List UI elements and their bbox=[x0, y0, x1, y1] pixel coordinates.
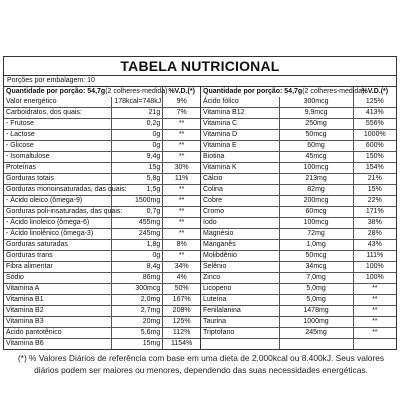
nutrient-name: Proteínas bbox=[4, 163, 112, 174]
nutrient-daily-value: 38% bbox=[353, 218, 396, 229]
nutrient-daily-value: 11% bbox=[163, 174, 200, 185]
nutrient-amount: 100mcg bbox=[279, 218, 353, 229]
nutrient-row bbox=[201, 317, 396, 328]
table-title: TABELA NUTRICIONAL bbox=[3, 56, 397, 76]
nutrient-amount: 8,4g bbox=[112, 262, 163, 273]
nutrient-name: Vitamina B2 bbox=[4, 306, 112, 317]
nutrient-amount bbox=[279, 339, 353, 350]
nutrient-daily-value: 154% bbox=[353, 163, 396, 174]
nutrient-row bbox=[4, 251, 200, 262]
nutrient-daily-value: 150% bbox=[353, 152, 396, 163]
nutrient-row bbox=[201, 174, 396, 185]
nutrient-amount: 45mcg bbox=[279, 152, 353, 163]
nutrient-daily-value: 9% bbox=[163, 97, 200, 108]
nutrient-amount: 178kcal=748kJ bbox=[112, 97, 163, 108]
nutrient-amount: 1000mg bbox=[279, 317, 353, 328]
nutrient-amount: 34mcg bbox=[279, 262, 353, 273]
left-table-body bbox=[4, 97, 200, 349]
nutrient-amount: 9,4g bbox=[112, 152, 163, 163]
right-table-body bbox=[201, 97, 396, 349]
nutrient-amount: 245mg bbox=[112, 229, 163, 240]
right-column bbox=[200, 87, 396, 349]
nutrient-daily-value: 125% bbox=[163, 317, 200, 328]
left-header-vd: %V.D.(*) bbox=[163, 87, 200, 97]
nutrient-row bbox=[4, 97, 200, 108]
nutrient-name: Ácido pantotênico bbox=[4, 328, 112, 339]
nutrient-amount: 1,5g bbox=[112, 185, 163, 196]
right-header-row bbox=[201, 87, 396, 97]
nutrient-amount: 60mg bbox=[279, 141, 353, 152]
nutrient-row bbox=[4, 273, 200, 284]
nutrient-amount: 50mcg bbox=[279, 130, 353, 141]
nutrient-name: Cálcio bbox=[201, 174, 279, 185]
nutrient-name: Cromo bbox=[201, 207, 279, 218]
nutrient-daily-value: 413% bbox=[353, 108, 396, 119]
nutrient-row bbox=[4, 130, 200, 141]
header-quantity-note: (2 colheres-medida) bbox=[105, 88, 168, 95]
nutrient-daily-value: 43% bbox=[353, 240, 396, 251]
nutrient-row bbox=[4, 185, 200, 196]
nutrient-row bbox=[201, 218, 396, 229]
nutrient-amount: 5,0mg bbox=[279, 284, 353, 295]
nutrient-daily-value: ** bbox=[163, 141, 200, 152]
nutrient-row bbox=[4, 108, 200, 119]
nutrient-daily-value: 125% bbox=[353, 97, 396, 108]
nutrient-daily-value: ** bbox=[353, 295, 396, 306]
nutrient-name: - Lactose bbox=[4, 130, 112, 141]
nutrient-daily-value: ** bbox=[163, 130, 200, 141]
nutrient-name: Cobre bbox=[201, 196, 279, 207]
nutrient-daily-value: 4% bbox=[163, 273, 200, 284]
nutrient-amount: 20mg bbox=[112, 317, 163, 328]
nutrient-row bbox=[4, 196, 200, 207]
nutrient-name: - Isomaltulose bbox=[4, 152, 112, 163]
right-header-quantity bbox=[201, 87, 365, 97]
nutrient-row bbox=[201, 306, 396, 317]
right-header-vd: %V.D.(*) bbox=[353, 87, 396, 97]
nutrient-name: Zinco bbox=[201, 273, 279, 284]
nutrient-daily-value: 100% bbox=[353, 273, 396, 284]
nutrient-daily-value: ** bbox=[163, 251, 200, 262]
nutrient-amount: 250mg bbox=[279, 119, 353, 130]
nutrient-daily-value: 1154% bbox=[163, 339, 200, 350]
nutrient-row bbox=[4, 163, 200, 174]
nutrient-daily-value: ** bbox=[353, 306, 396, 317]
nutrient-daily-value: 7% bbox=[163, 108, 200, 119]
nutrient-row bbox=[201, 185, 396, 196]
nutrient-amount: 7,0mg bbox=[279, 273, 353, 284]
nutrient-name: - Ácido oleico (ômega-9) bbox=[4, 196, 112, 207]
nutrient-name: Iodo bbox=[201, 218, 279, 229]
nutrient-name: Vitamina D bbox=[201, 130, 279, 141]
nutrient-row bbox=[4, 119, 200, 130]
portions-per-package: Porções por embalagem: 10 bbox=[3, 76, 397, 87]
nutrient-row bbox=[201, 196, 396, 207]
nutrient-row bbox=[201, 240, 396, 251]
nutrient-amount: 245mg bbox=[279, 328, 353, 339]
nutrient-daily-value: ** bbox=[353, 317, 396, 328]
nutrient-amount: 1,0mg bbox=[279, 240, 353, 251]
nutrient-name: Vitamina K bbox=[201, 163, 279, 174]
nutrient-name: Valor energético bbox=[4, 97, 112, 108]
nutrient-row bbox=[201, 273, 396, 284]
nutrient-name: Manganês bbox=[201, 240, 279, 251]
nutrient-name: Fibra alimentar bbox=[4, 262, 112, 273]
nutrient-name: Selênio bbox=[201, 262, 279, 273]
nutrient-row bbox=[4, 295, 200, 306]
nutrient-daily-value: ** bbox=[163, 196, 200, 207]
nutrient-name: Gorduras trans bbox=[4, 251, 112, 262]
nutrient-amount: 5,8g bbox=[112, 174, 163, 185]
nutrient-row bbox=[4, 306, 200, 317]
nutrient-amount: 0,2g bbox=[112, 119, 163, 130]
nutrient-amount: 72mg bbox=[279, 229, 353, 240]
nutrient-name: Carboidratos, dos quais: bbox=[4, 108, 112, 119]
nutrient-amount: 455mg bbox=[112, 218, 163, 229]
nutrient-name: Colina bbox=[201, 185, 279, 196]
nutrient-amount: 21g bbox=[112, 108, 163, 119]
nutrient-row bbox=[201, 295, 396, 306]
nutrient-daily-value: 171% bbox=[353, 207, 396, 218]
nutrient-daily-value: 208% bbox=[163, 306, 200, 317]
footnote: (*) % Valores Diários de referência com base em uma dieta de 2.000kcal ou 8.400kJ. Seus valores diários podem ser maiores ou menores, dependendo das suas necessidades energéticas. bbox=[17, 353, 385, 375]
nutrient-row bbox=[201, 251, 396, 262]
nutrient-amount: 5,0mg bbox=[279, 295, 353, 306]
nutrient-daily-value: 30% bbox=[163, 163, 200, 174]
nutrient-name: Gorduras poli-insaturadas, das quais: bbox=[4, 207, 112, 218]
nutrient-daily-value: 22% bbox=[353, 196, 396, 207]
nutrient-row bbox=[201, 97, 396, 108]
nutrient-row bbox=[201, 284, 396, 295]
header-quantity-note: (2 colheres-medida) bbox=[302, 88, 365, 95]
nutrient-daily-value: 111% bbox=[353, 251, 396, 262]
nutrient-name: - Ácido linolênico (ômega-3) bbox=[4, 229, 112, 240]
nutrient-amount: 0g bbox=[112, 251, 163, 262]
nutrient-amount: 86mg bbox=[112, 273, 163, 284]
nutrient-amount: 0,7g bbox=[112, 207, 163, 218]
nutrient-daily-value bbox=[353, 339, 396, 350]
nutrient-daily-value: 112% bbox=[163, 328, 200, 339]
table-columns bbox=[3, 87, 397, 350]
nutrient-row bbox=[201, 119, 396, 130]
nutrient-amount: 50mcg bbox=[279, 251, 353, 262]
nutrient-daily-value: 600% bbox=[353, 141, 396, 152]
nutrient-daily-value: 34% bbox=[163, 262, 200, 273]
nutrient-daily-value: 21% bbox=[353, 174, 396, 185]
nutrient-amount: 200mcg bbox=[279, 196, 353, 207]
left-column bbox=[4, 87, 200, 349]
nutrient-name: Biotina bbox=[201, 152, 279, 163]
nutrient-row bbox=[201, 141, 396, 152]
nutrient-name: Vitamina B1 bbox=[4, 295, 112, 306]
nutrient-daily-value: ** bbox=[163, 218, 200, 229]
nutrient-row bbox=[201, 262, 396, 273]
nutrient-name: Ácido fólico bbox=[201, 97, 279, 108]
header-quantity-bold: Quantidade por porção: 54,7g bbox=[6, 88, 106, 95]
nutrient-row bbox=[4, 152, 200, 163]
nutrient-name: Luteína bbox=[201, 295, 279, 306]
nutrient-daily-value: ** bbox=[163, 229, 200, 240]
nutrient-name: Gorduras totais bbox=[4, 174, 112, 185]
nutrition-table bbox=[3, 56, 397, 350]
nutrient-name: - Glicose bbox=[4, 141, 112, 152]
nutrient-row bbox=[4, 174, 200, 185]
nutrient-amount: 2,7mg bbox=[112, 306, 163, 317]
nutrient-row bbox=[4, 328, 200, 339]
nutrient-amount: 300mcg bbox=[279, 97, 353, 108]
nutrient-row bbox=[4, 284, 200, 295]
nutrient-daily-value: 100% bbox=[353, 262, 396, 273]
nutrient-amount: 0g bbox=[112, 141, 163, 152]
nutrient-daily-value: ** bbox=[353, 284, 396, 295]
nutrient-daily-value: 1000% bbox=[353, 130, 396, 141]
nutrient-amount: 0g bbox=[112, 130, 163, 141]
nutrient-row bbox=[201, 207, 396, 218]
nutrient-row bbox=[201, 152, 396, 163]
nutrient-daily-value: 28% bbox=[353, 229, 396, 240]
nutrient-name: Fenilalanina bbox=[201, 306, 279, 317]
nutrient-row bbox=[201, 328, 396, 339]
nutrient-name: Magnésio bbox=[201, 229, 279, 240]
nutrient-row bbox=[4, 339, 200, 350]
nutrient-row bbox=[4, 141, 200, 152]
right-table bbox=[201, 87, 396, 349]
nutrient-row bbox=[4, 317, 200, 328]
left-header-row bbox=[4, 87, 200, 97]
nutrient-amount: 1478mg bbox=[279, 306, 353, 317]
left-header-quantity bbox=[4, 87, 168, 97]
nutrient-row bbox=[201, 130, 396, 141]
nutrient-name: Triptofano bbox=[201, 328, 279, 339]
nutrient-daily-value: 50% bbox=[163, 284, 200, 295]
nutrient-row bbox=[4, 218, 200, 229]
nutrient-name: Vitamina A bbox=[4, 284, 112, 295]
nutrient-amount: 5,6mg bbox=[112, 328, 163, 339]
nutrient-amount: 2,0mg bbox=[112, 295, 163, 306]
nutrient-amount: 1500mg bbox=[112, 196, 163, 207]
nutrient-amount: 1,8g bbox=[112, 240, 163, 251]
nutrient-row bbox=[4, 207, 200, 218]
nutrient-name: Vitamina B12 bbox=[201, 108, 279, 119]
nutrient-daily-value: ** bbox=[353, 328, 396, 339]
nutrient-row bbox=[201, 108, 396, 119]
nutrient-row bbox=[201, 163, 396, 174]
nutrient-daily-value: ** bbox=[163, 207, 200, 218]
nutrient-name bbox=[201, 339, 279, 350]
nutrient-amount: 9,9mcg bbox=[279, 108, 353, 119]
nutrient-row bbox=[201, 339, 396, 350]
header-quantity-bold: Quantidade por porção: 54,7g bbox=[203, 88, 303, 95]
nutrient-name: Molibdênio bbox=[201, 251, 279, 262]
nutrient-name: Sódio bbox=[4, 273, 112, 284]
nutrient-name: - Ácido linoleico (ômega-6) bbox=[4, 218, 112, 229]
nutrient-daily-value: 8% bbox=[163, 240, 200, 251]
nutrient-daily-value: ** bbox=[163, 152, 200, 163]
nutrient-name: - Frutose bbox=[4, 119, 112, 130]
nutrient-row bbox=[4, 240, 200, 251]
nutrient-amount: 15mg bbox=[112, 339, 163, 350]
nutrient-amount: 82mg bbox=[279, 185, 353, 196]
nutrient-daily-value: 15% bbox=[353, 185, 396, 196]
nutrient-amount: 15g bbox=[112, 163, 163, 174]
nutrient-name: Vitamina E bbox=[201, 141, 279, 152]
left-table bbox=[4, 87, 200, 349]
nutrient-name: Licopeno bbox=[201, 284, 279, 295]
nutrient-amount: 213mg bbox=[279, 174, 353, 185]
nutrient-row bbox=[4, 262, 200, 273]
nutrient-daily-value: 556% bbox=[353, 119, 396, 130]
nutrient-amount: 60mcg bbox=[279, 207, 353, 218]
nutrient-amount: 300mcg bbox=[112, 284, 163, 295]
nutrient-daily-value: ** bbox=[163, 119, 200, 130]
nutrient-daily-value: 167% bbox=[163, 295, 200, 306]
nutrient-daily-value: ** bbox=[163, 185, 200, 196]
nutrient-name: Taurina bbox=[201, 317, 279, 328]
nutrient-row bbox=[201, 229, 396, 240]
nutrient-amount: 100mcg bbox=[279, 163, 353, 174]
nutrient-row bbox=[4, 229, 200, 240]
nutrient-name: Vitamina B6 bbox=[6, 340, 44, 347]
nutrient-name: Vitamina C bbox=[201, 119, 279, 130]
nutrient-name: Gorduras saturadas bbox=[4, 240, 112, 251]
nutrient-name: Vitamina B3 bbox=[4, 317, 112, 328]
nutrient-name: Gorduras monoinsaturadas, das quais: bbox=[4, 185, 112, 196]
